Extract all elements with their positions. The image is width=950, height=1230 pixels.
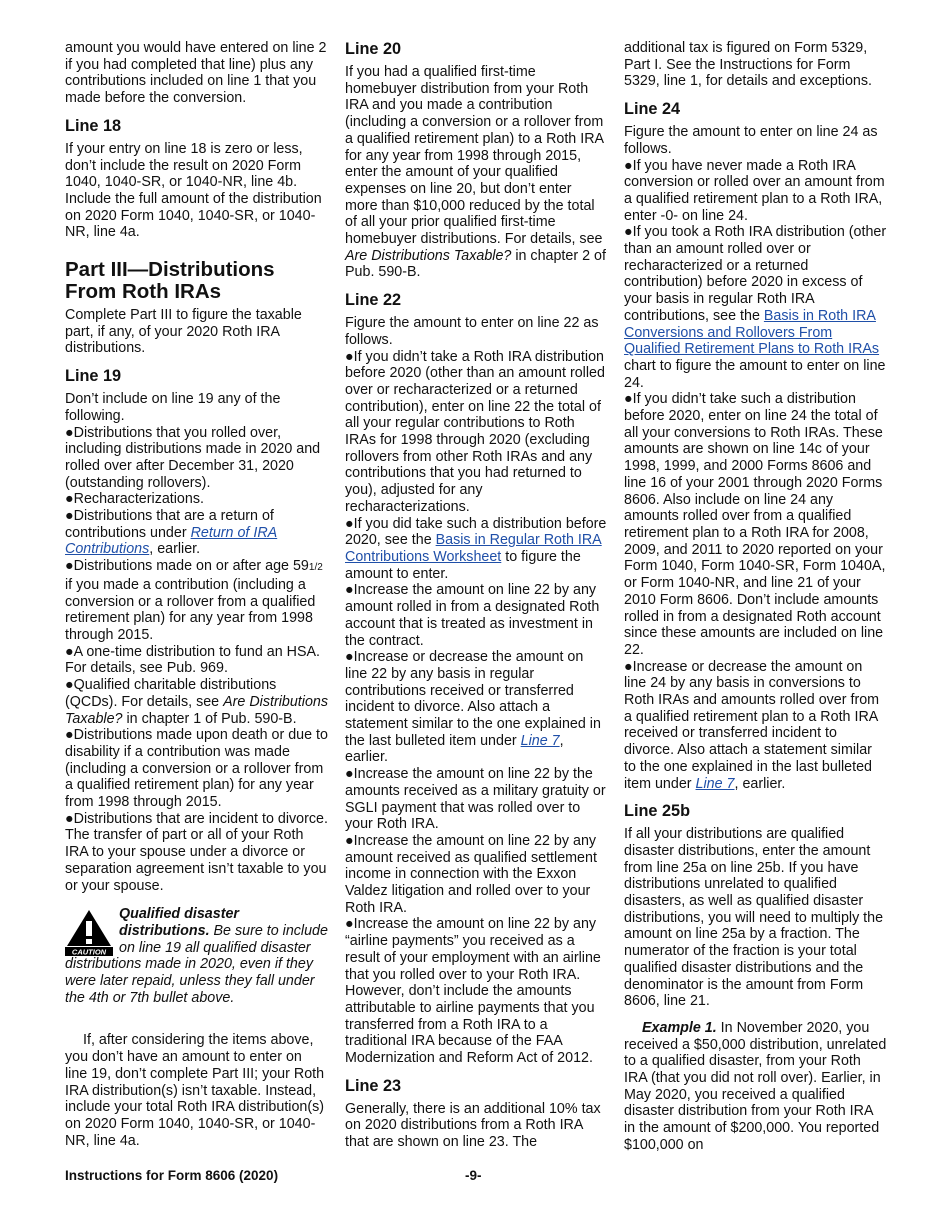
link-line-7[interactable]: Line 7	[695, 775, 735, 792]
column-1	[65, 40, 328, 1159]
heading-line-25b: Line 25b	[624, 802, 691, 821]
list-item: ●Distributions that are incident to divorce. The transfer of part or all of your Roth IRA to your spouse under a divorce or separation agreement isn’t taxable to you or your spouse.	[65, 810, 328, 894]
heading-line-22: Line 22	[345, 291, 402, 310]
link-line-7[interactable]: Line 7	[520, 732, 560, 749]
paragraph-line-19: Don’t include on line 19 any of the following.	[65, 391, 281, 424]
list-item: ●Recharacterizations.	[65, 491, 204, 508]
list-item: ●Increase the amount on line 22 by any amount received as qualified settlement income in connection with the Exxon Valdez litigation and rolled over to your Roth IRA.	[345, 832, 597, 916]
bullet-icon: ●	[65, 677, 74, 694]
column-2	[345, 40, 608, 1161]
heading-line-19: Line 19	[65, 367, 122, 386]
list-item: ●Distributions that you rolled over, including distributions made in 2020 and rolled over after December 31, 2020 (outstanding rollovers).	[65, 424, 321, 491]
paragraph-continued: amount you would have entered on line 2 if you had completed that line) plus any contributions included on line 1 that you made before the conversion.	[65, 40, 327, 107]
bullet-icon: ●	[345, 649, 354, 666]
paragraph-line-20: If you had a qualified first-time homebuyer distribution from your Roth IRA and you made a contribution (including a conversion or a rollover from a qualified retirement plan) to a Roth IRA for any year from 1998 through 2015, enter the amount of your qualified expenses on line 20, but don’t enter more than $10,000 reduced by the total of all your prior qualified first-time homebuyer distributions. For details, see Are Distributions Taxable? in chapter 2 of Pub. 590-B.	[345, 64, 606, 281]
footer-form-title: Instructions for Form 8606 (2020)	[65, 1168, 279, 1183]
line-22-bullets	[345, 349, 608, 1067]
list-item: ●Increase the amount on line 22 by the amounts received as a military gratuity or SGLI payment that was rolled over to your Roth IRA.	[345, 766, 606, 833]
list-item: ●A one-time distribution to fund an HSA. For details, see Pub. 969.	[65, 643, 321, 677]
paragraph-line-24: Figure the amount to enter on line 24 as follows.	[624, 124, 878, 157]
caution-title: Qualified disaster distributions.	[119, 906, 239, 939]
list-item: ●Distributions made on or after age 591/2 if you made a contribution (including a conversion or a rollover from a qualified retirement plan) for any year from 1998 through 2015.	[65, 558, 323, 643]
bullet-icon: ●	[65, 508, 74, 525]
link-basis-conversions-chart[interactable]: Basis in Roth IRA Conversions and Rollovers From Qualified Retirement Plans to Roth IRAs	[624, 307, 880, 358]
bullet-icon: ●	[345, 582, 354, 599]
bullet-icon: ●	[65, 643, 74, 660]
line-19-bullets	[65, 425, 328, 895]
bullet-icon: ●	[65, 491, 74, 508]
list-item: ●If you did take such a distribution before 2020, see the Basis in Regular Roth IRA Contributions Worksheet to figure the amount to enter.	[345, 515, 607, 582]
list-item: ●Distributions that are a return of contributions under Return of IRA Contributions, earlier.	[65, 508, 278, 558]
list-item: ●Distributions made upon death or due to disability if a contribution was made (including a conversion or a rollover from a qualified retirement plan) for any year from 1998 through 2015.	[65, 727, 328, 811]
bullet-icon: ●	[345, 515, 354, 532]
paragraph-line-23: Generally, there is an additional 10% tax on 2020 distributions from a Roth IRA that are shown on line 23. The	[345, 1100, 601, 1151]
caution-text: Be sure to include on line 19 all qualified disaster distributions made in 2020, even if they were later repaid, unless they fall under the 4th or 7th bullet above.	[65, 922, 328, 1006]
bullet-icon: ●	[345, 766, 354, 783]
caution-icon	[65, 908, 113, 956]
list-item: ●Increase the amount on line 22 by any amount rolled in from a designated Roth account that is treated as investment in the contract.	[345, 582, 600, 649]
bullet-icon: ●	[624, 391, 633, 408]
paragraph-part-3: Complete Part III to figure the taxable part, if any, of your 2020 Roth IRA distributions.	[65, 307, 302, 357]
list-item: ●If you took a Roth IRA distribution (other than an amount rolled over or recharacterized or a returned contribution) before 2020 in excess of your basis in regular Roth IRA contributions, see the Basis in Roth IRA Conversions and Rollovers From Qualified Retirement Plans to Roth IRAs chart to figure the amount to enter on line 24.	[624, 224, 887, 391]
list-item: ●If you have never made a Roth IRA conversion or rolled over an amount from a qualified retirement plan to a Roth IRA, enter -0- on line 24.	[624, 157, 885, 224]
list-item: ●Increase the amount on line 22 by any “airline payments” you received as a result of your employment with an airline that you rolled over to your Roth IRA. However, don’t include the amounts attributable to airline payments that you transferred from a Roth IRA to a traditional IRA because of the FAA Modernization and Reform Act of 2012.	[345, 916, 601, 1067]
page-number: -9-	[465, 1168, 482, 1183]
bullet-icon: ●	[345, 832, 354, 849]
heading-line-20: Line 20	[345, 40, 402, 58]
heading-line-24: Line 24	[624, 100, 681, 119]
paragraph-line-19-final: If, after considering the items above, you don’t have an amount to enter on line 19, don’t complete Part III; your Roth IRA distribution(s) isn’t taxable. Instead, include your total Roth IRA distribution(s) on 2020 Form 1040, 1040-SR, or 1040-NR, line 4a.	[65, 1032, 325, 1149]
paragraph-line-22: Figure the amount to enter on line 22 as follows.	[345, 315, 599, 348]
bullet-icon: ●	[65, 810, 74, 827]
caution-note	[65, 906, 328, 1006]
list-item: ●Qualified charitable distributions (QCDs). For details, see Are Distributions Taxable? in chapter 1 of Pub. 590-B.	[65, 677, 328, 727]
bullet-icon: ●	[345, 348, 354, 365]
bullet-icon: ●	[624, 224, 633, 241]
list-item: ●If you didn’t take a Roth IRA distribution before 2020 (other than an amount rolled over or recharacterized or a returned contribution), enter on line 22 the total of all your regular contributions to Roth IRAs for 1998 through 2020 (excluding rollovers from other Roth IRAs and any contributions that you had returned to you), adjusted for any recharacterizations.	[345, 348, 605, 515]
list-item: ●Increase or decrease the amount on line 24 by any basis in conversions to Roth IRAs and amounts rolled over from a qualified retirement plan to a Roth IRA received or transferred incident to divorce. Also attach a statement similar to the one explained in the last bulleted item under Line 7, earlier.	[624, 658, 880, 792]
column-3	[624, 40, 887, 1164]
svg-text:CAUTION: CAUTION	[71, 947, 107, 957]
list-item: ●Increase or decrease the amount on line 22 by any basis in regular contributions received or transferred incident to divorce. Also attach a statement similar to the one explained in the last bulleted item under Line 7, earlier.	[345, 649, 601, 766]
bullet-icon: ●	[624, 658, 633, 675]
heading-line-23: Line 23	[345, 1076, 402, 1095]
paragraph-line-18: If your entry on line 18 is zero or less, don’t include the result on 2020 Form 1040, 1040-SR, or 1040-NR, line 4b. Include the full amount of the distribution on 2020 Form 1040, 1040-SR, or 1040-NR, line 4a.	[65, 140, 322, 241]
link-basis-worksheet[interactable]: Basis in Regular Roth IRA Contributions Worksheet	[345, 532, 602, 565]
link-return-of-ira-contributions[interactable]: Return of IRA Contributions	[65, 524, 278, 558]
list-item: ●If you didn’t take such a distribution before 2020, enter on line 24 the total of all your conversions to Roth IRAs. These amounts are shown on line 14c of your 1998, 1999, and 2000 Forms 8606 and line 16 of your 2001 through 2020 Forms 8606. Also include on line 24 any amounts rolled over from a qualified retirement plan to a Roth IRA for 2008, 2009, and 2011 to 2020 reported on your Form 1040, Form 1040-SR, Form 1040A, or Form 1040-NR, and line 21 of your 2010 Form 8606. Don’t include amounts rolled in from a designated Roth account since these amounts are included on line 22.	[624, 391, 886, 658]
bullet-icon: ●	[65, 558, 74, 575]
heading-part-3: Part III—Distributions From Roth IRAs	[65, 258, 275, 304]
bullet-icon: ●	[624, 157, 633, 174]
bullet-icon: ●	[345, 916, 354, 933]
line-24-bullets	[624, 158, 887, 793]
bullet-icon: ●	[65, 424, 74, 441]
heading-line-18: Line 18	[65, 116, 122, 135]
paragraph-line-25b: If all your distributions are qualified disaster distributions, enter the amount from line 25a on line 25b. If you have distributions unrelated to qualified disasters, as well as qualified disaster distributions, you will need to multiply the amount on line 25a by a fraction. The numerator of the fraction is your total qualified disaster distributions and the denominator is the amount from Form 8606, line 21.	[624, 826, 884, 1010]
bullet-icon: ●	[65, 727, 74, 744]
paragraph-continued: additional tax is figured on Form 5329, Part I. See the Instructions for Form 5329, line 1, for details and exceptions.	[624, 40, 872, 90]
paragraph-example-1: Example 1. In November 2020, you received a $50,000 distribution, unrelated to a qualified disaster, from your Roth IRA (that you did not roll over). Earlier, in May 2020, you received a qualified disaster distribution from your Roth IRA in the amount of $200,000. You reported $100,000 on	[624, 1019, 887, 1153]
